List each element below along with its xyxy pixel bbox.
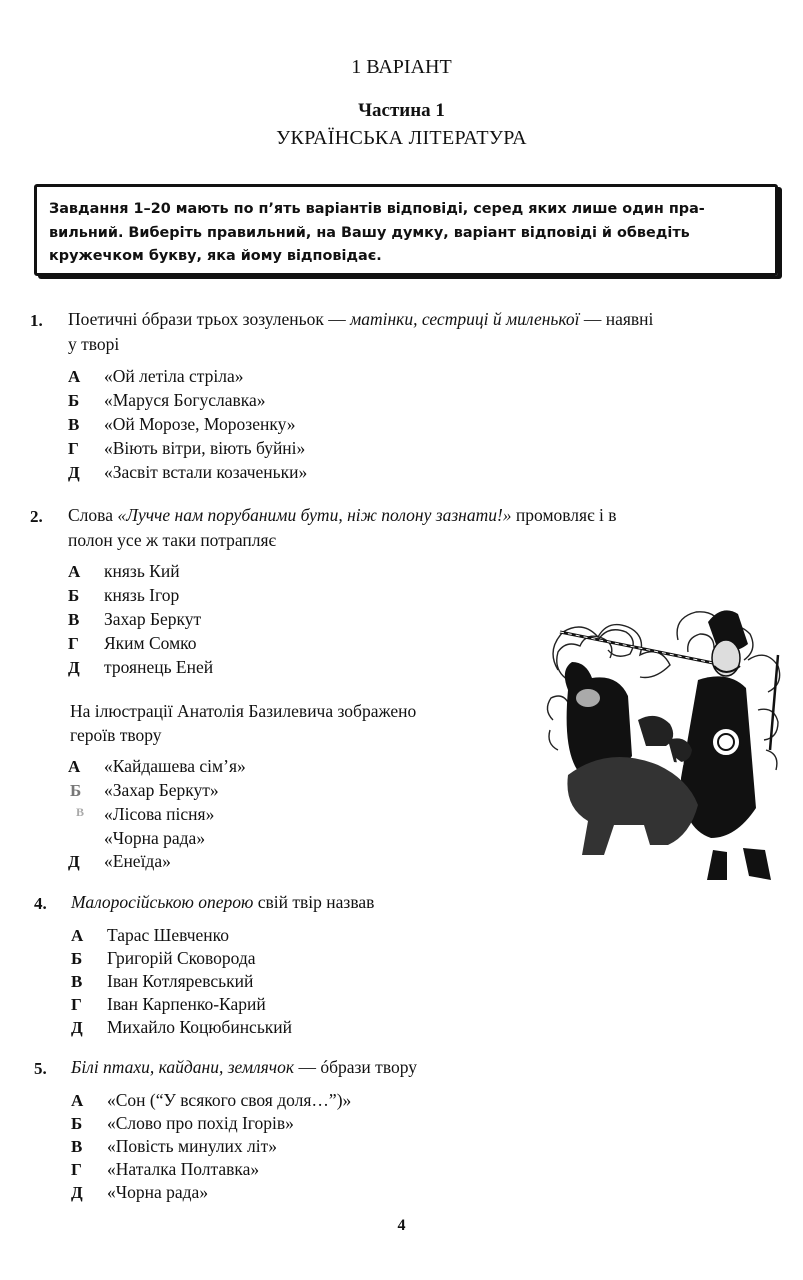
- instruction-line: вильний. Виберіть правильний, на Вашу думку, варіант відповіді й обведіть: [49, 224, 690, 241]
- option-letter[interactable]: Б: [70, 781, 82, 800]
- question-3-text: На ілюстрації Анатолія Базилевича зображено: [70, 701, 417, 721]
- subject-title: УКРАЇНСЬКА ЛІТЕРАТУРА: [276, 127, 527, 149]
- option-text: Іван Карпенко-Карий: [107, 994, 266, 1014]
- option-letter[interactable]: Г: [68, 439, 79, 458]
- option-text: «Захар Беркут»: [104, 780, 219, 800]
- question-1-number: 1.: [30, 311, 43, 330]
- option-text: «Ой Морозе, Морозенку»: [104, 414, 296, 434]
- option-letter[interactable]: Б: [71, 1114, 83, 1133]
- page-number: 4: [397, 1217, 406, 1234]
- option-text: «Слово про похід Ігорів»: [107, 1113, 294, 1133]
- option-text: Іван Котляревський: [107, 971, 254, 991]
- option-letter[interactable]: А: [68, 757, 81, 776]
- question-text-italic: Білі птахи, кайдани, землячок: [71, 1057, 295, 1077]
- question-text-italic: Малоросійською оперою: [71, 892, 254, 912]
- option-letter[interactable]: В: [71, 972, 83, 991]
- option-letter[interactable]: А: [68, 562, 81, 581]
- option-letter[interactable]: Г: [68, 634, 79, 653]
- option-text: Захар Беркут: [104, 609, 202, 629]
- option-text: Яким Сомко: [104, 633, 197, 653]
- question-2-number: 2.: [30, 507, 43, 526]
- question-text-part: — наявні: [579, 309, 654, 329]
- option-text: «Кайдашева сім’я»: [104, 756, 246, 776]
- part-title: Частина 1: [358, 100, 445, 121]
- question-text-part: свій твір назвав: [253, 892, 375, 912]
- question-text-italic: матінки, сестриці й миленької: [350, 309, 580, 329]
- option-letter[interactable]: А: [71, 926, 84, 945]
- instruction-line: Завдання 1–20 мають по п’ять варіантів відповіді, серед яких лише один пра-: [49, 201, 705, 217]
- question-text-part: промовляє і в: [511, 505, 617, 525]
- question-2-text: [68, 503, 616, 528]
- option-letter[interactable]: В: [68, 610, 80, 629]
- option-text: «Наталка Полтавка»: [107, 1159, 260, 1179]
- question-text-part: Поетичні óбрази трьох зозуленьок —: [68, 309, 351, 329]
- option-text: Тарас Шевченко: [107, 925, 229, 945]
- question-1-text-line2: у творі: [68, 334, 120, 354]
- option-letter[interactable]: Г: [71, 1160, 82, 1179]
- option-letter[interactable]: Д: [68, 658, 80, 677]
- option-letter[interactable]: Б: [68, 586, 80, 605]
- option-letter[interactable]: Б: [68, 391, 80, 410]
- option-letter[interactable]: Г: [71, 995, 82, 1014]
- question-5-text: [71, 1055, 417, 1080]
- option-text: «Енеїда»: [104, 851, 171, 871]
- instruction-box: [34, 184, 778, 276]
- option-text: князь Ігор: [104, 585, 180, 605]
- instruction-line: кружечком букву, яка йому відповідає.: [49, 248, 382, 264]
- option-text: «Чорна рада»: [104, 828, 206, 848]
- option-text: «Маруся Богуславка»: [104, 390, 266, 410]
- option-text: Михайло Коцюбинський: [107, 1017, 293, 1037]
- option-text: троянець Еней: [104, 657, 214, 677]
- option-text: «Ой летіла стріла»: [104, 366, 244, 386]
- option-text: Григорій Сковорода: [107, 948, 256, 968]
- option-text: «Сон (“У всякого своя доля…”)»: [107, 1090, 352, 1110]
- option-letter[interactable]: Д: [68, 852, 80, 871]
- option-letter[interactable]: Д: [71, 1018, 83, 1037]
- question-text-italic: «Лучче нам порубаними бути, ніж полону зазнати!»: [117, 505, 512, 525]
- option-letter[interactable]: В: [71, 1137, 83, 1156]
- option-letter[interactable]: Д: [68, 463, 80, 482]
- option-letter[interactable]: Д: [71, 1183, 83, 1202]
- option-text: «Лісова пісня»: [104, 804, 215, 824]
- question-1-text: [68, 307, 653, 332]
- question-5-number: 5.: [34, 1059, 47, 1078]
- option-text: князь Кий: [104, 561, 180, 581]
- option-letter[interactable]: А: [71, 1091, 84, 1110]
- option-text: «Повість минулих літ»: [107, 1136, 278, 1156]
- question-2-text-line2: полон усе ж таки потрапляє: [68, 530, 277, 550]
- illustration-cossacks-and-dogs: [538, 600, 790, 890]
- option-text: «Чорна рада»: [107, 1182, 209, 1202]
- question-text-part: — óбрази твору: [294, 1057, 417, 1077]
- question-4-text: [71, 890, 374, 915]
- question-3-text-line2: героїв твору: [70, 725, 162, 745]
- option-letter[interactable]: Б: [71, 949, 83, 968]
- option-letter[interactable]: В: [76, 805, 85, 819]
- option-letter[interactable]: А: [68, 367, 81, 386]
- option-text: «Віють вітри, віють буйні»: [104, 438, 306, 458]
- question-text-part: Слова: [68, 505, 118, 525]
- variant-title: 1 ВАРІАНТ: [351, 56, 452, 78]
- option-text: «Засвіт встали козаченьки»: [104, 462, 308, 482]
- option-letter[interactable]: В: [68, 415, 80, 434]
- question-4-number: 4.: [34, 894, 47, 913]
